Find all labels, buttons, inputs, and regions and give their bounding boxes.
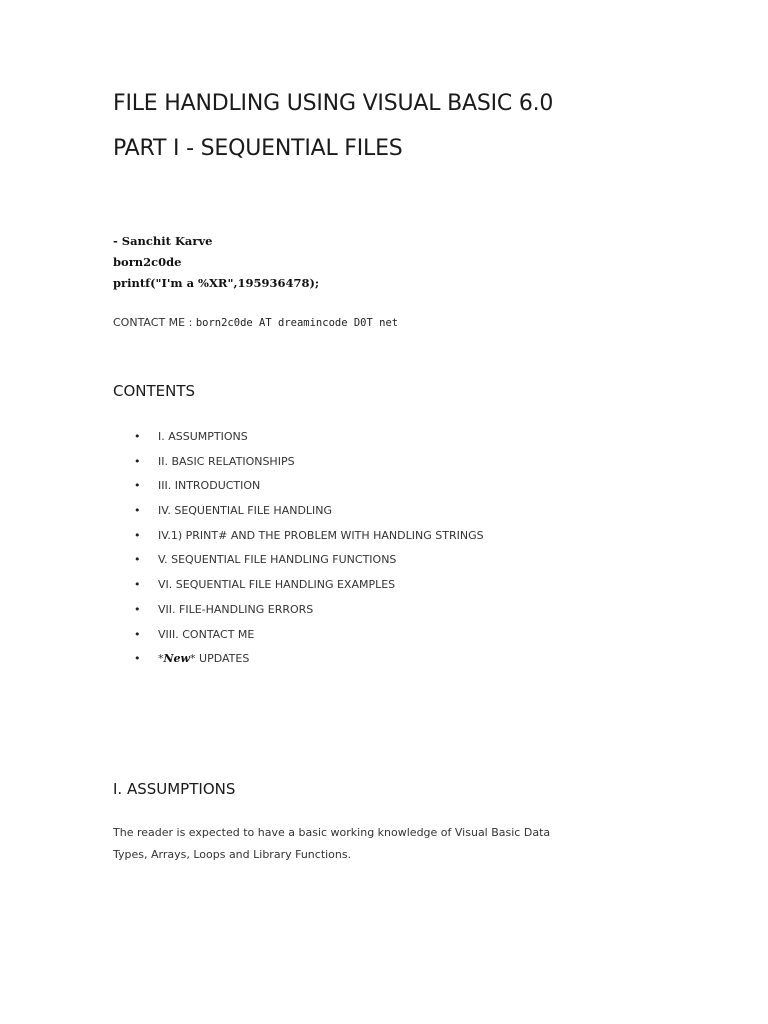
bullet-icon: • [134,479,141,493]
list-item[interactable] [134,527,484,552]
assumptions-paragraph [113,822,583,866]
contact-email: born2c0de AT dreamincode D0T net [195,317,399,329]
list-item[interactable] [134,576,484,601]
contents-item-label: III. INTRODUCTION [158,479,261,493]
contents-item-label: IV. SEQUENTIAL FILE HANDLING [158,504,333,518]
bullet-icon: • [134,454,141,468]
assumptions-line-1: The reader is expected to have a basic working knowledge of Visual Basic Data [113,826,551,839]
assumptions-line-2: Types, Arrays, Loops and Library Functions. [113,848,352,861]
bullet-icon: • [134,602,141,616]
contact-label: CONTACT ME : [113,316,196,329]
bullet-icon: • [134,578,141,592]
list-item[interactable] [134,502,484,527]
bullet-icon: • [134,504,141,518]
list-item[interactable] [134,601,484,626]
document-subtitle: PART I - SEQUENTIAL FILES [113,136,403,161]
contents-item-label: II. BASIC RELATIONSHIPS [158,454,295,468]
contents-item-label: VII. FILE-HANDLING ERRORS [158,602,314,616]
author-code-signature: printf("I'm a %XR",195936478); [113,276,320,290]
contents-item-label: V. SEQUENTIAL FILE HANDLING FUNCTIONS [158,553,397,567]
list-item[interactable] [134,453,484,478]
author-name: - Sanchit Karve [113,234,213,248]
bullet-icon: • [134,627,141,641]
contents-item-label: IV.1) PRINT# AND THE PROBLEM WITH HANDLING STRINGS [158,528,484,542]
contact-line [113,316,398,329]
assumptions-heading: I. ASSUMPTIONS [113,780,236,798]
author-block [113,231,319,294]
author-handle: born2c0de [113,255,182,269]
contents-list [134,428,484,675]
list-item[interactable] [134,551,484,576]
list-item[interactable] [134,428,484,453]
new-badge: New [163,652,191,666]
bullet-icon: • [134,430,141,443]
document-title: FILE HANDLING USING VISUAL BASIC 6.0 [113,91,554,116]
list-item-updates[interactable] [134,650,484,675]
contents-item-label: VIII. CONTACT ME [158,627,255,641]
contents-heading: CONTENTS [113,382,196,400]
bullet-icon: • [134,553,141,567]
updates-prefix: * [158,652,164,666]
list-item[interactable] [134,626,484,651]
contents-item-label: I. ASSUMPTIONS [158,430,248,443]
bullet-icon: • [134,528,141,542]
contents-item-label: VI. SEQUENTIAL FILE HANDLING EXAMPLES [158,578,396,592]
bullet-icon: • [134,652,141,666]
list-item[interactable] [134,477,484,502]
updates-suffix: * UPDATES [190,652,250,666]
